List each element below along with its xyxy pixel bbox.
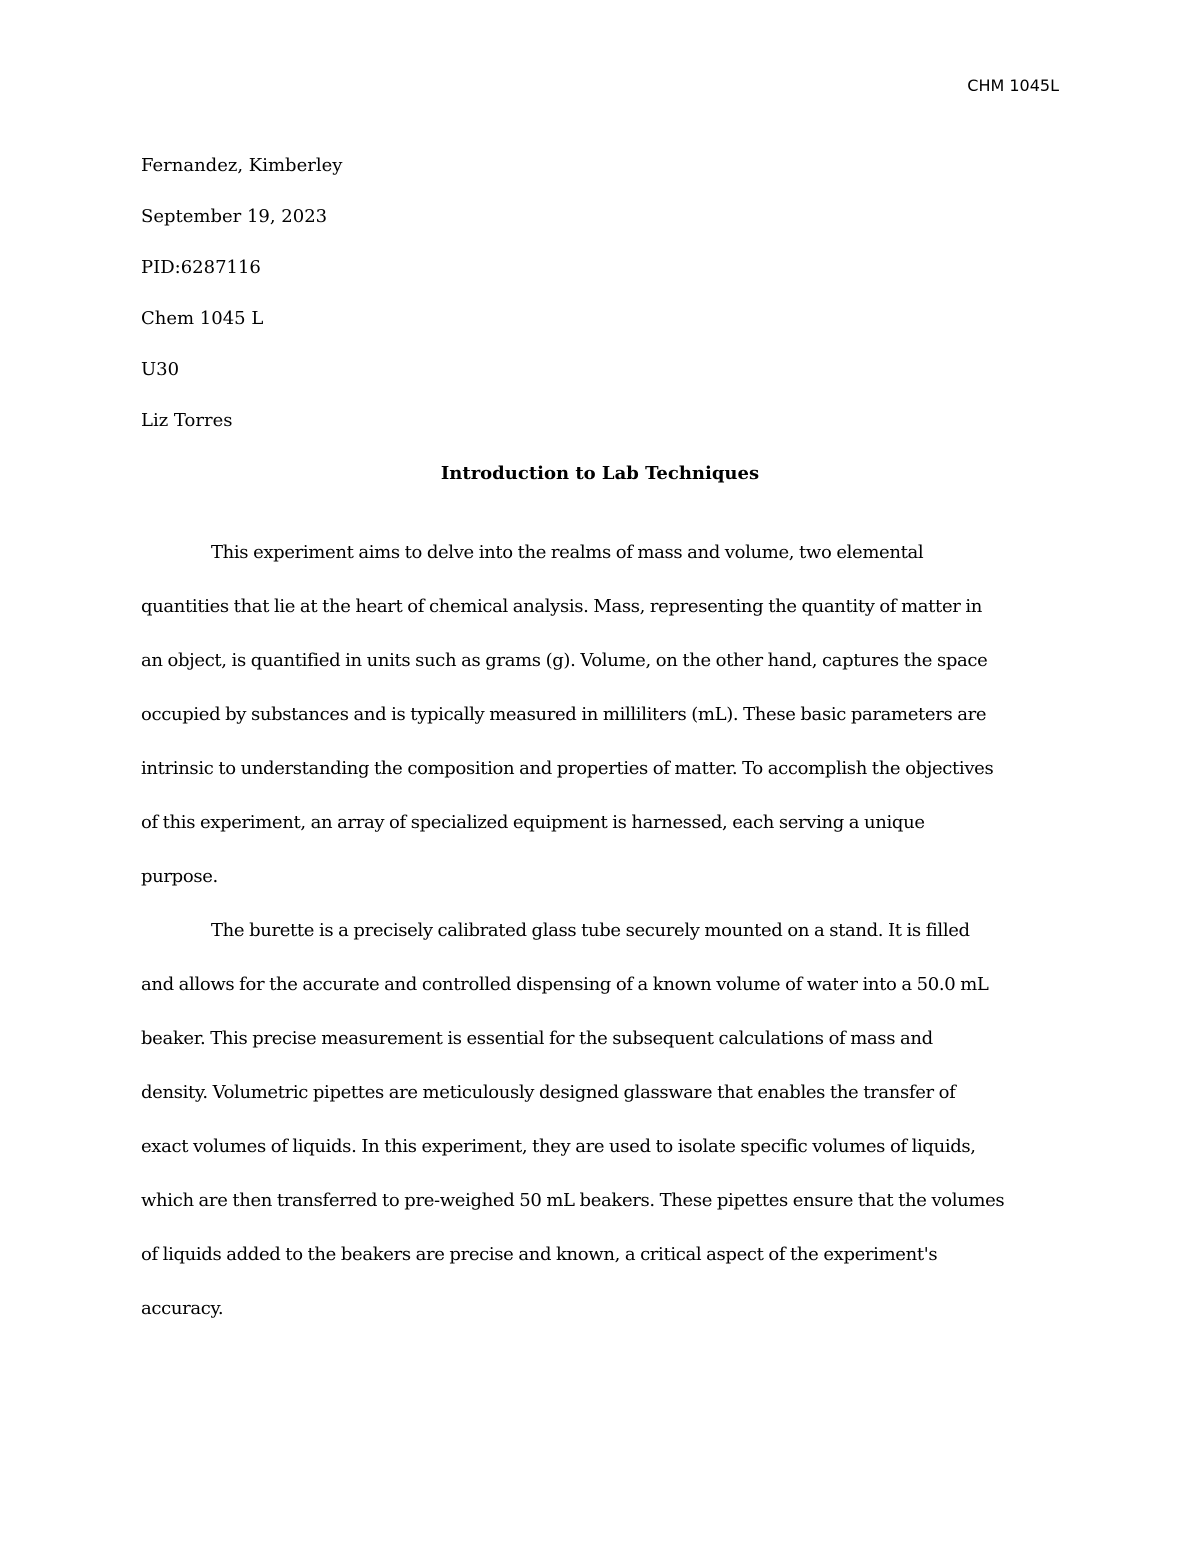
paragraph-line: intrinsic to understanding the composition and properties of matter. To accomplish the objectives [141,758,994,779]
paragraph-line: which are then transferred to pre-weighed 50 mL beakers. These pipettes ensure that the volumes [141,1190,1005,1211]
document-body [141,536,1063,1346]
paragraph-line: occupied by substances and is typically measured in milliliters (mL). These basic parameters are [141,704,987,725]
paragraph-line: of this experiment, an array of specialized equipment is harnessed, each serving a unique [141,812,925,833]
student-pid: PID:6287116 [141,257,261,278]
paragraph-equipment [141,914,1063,1346]
paragraph-line: beaker. This precise measurement is essential for the subsequent calculations of mass and [141,1028,933,1049]
paragraph-line: and allows for the accurate and controlled dispensing of a known volume of water into a 50.0 mL [141,974,989,995]
paragraph-line: The burette is a precisely calibrated glass tube securely mounted on a stand. It is filled [211,920,970,941]
paragraph-line: This experiment aims to delve into the realms of mass and volume, two elemental [211,542,924,563]
student-name: Fernandez, Kimberley [141,155,343,176]
paragraph-line: density. Volumetric pipettes are meticulously designed glassware that enables the transfer of [141,1082,956,1103]
paragraph-line: exact volumes of liquids. In this experiment, they are used to isolate specific volumes of liquids, [141,1136,976,1157]
course-name: Chem 1045 L [141,308,264,329]
paragraph-introduction [141,536,1063,914]
instructor-name: Liz Torres [141,410,233,431]
document-title: Introduction to Lab Techniques [440,463,760,484]
report-date: September 19, 2023 [141,206,328,227]
paragraph-line: accuracy. [141,1298,224,1319]
paragraph-line: of liquids added to the beakers are precise and known, a critical aspect of the experiment's [141,1244,938,1265]
paragraph-line: purpose. [141,866,218,887]
paragraph-line: an object, is quantified in units such as grams (g). Volume, on the other hand, captures the space [141,650,988,671]
running-head: CHM 1045L [967,76,1059,95]
student-header [141,149,1061,455]
paragraph-line: quantities that lie at the heart of chemical analysis. Mass, representing the quantity of matter in [141,596,983,617]
section-code: U30 [141,359,180,380]
